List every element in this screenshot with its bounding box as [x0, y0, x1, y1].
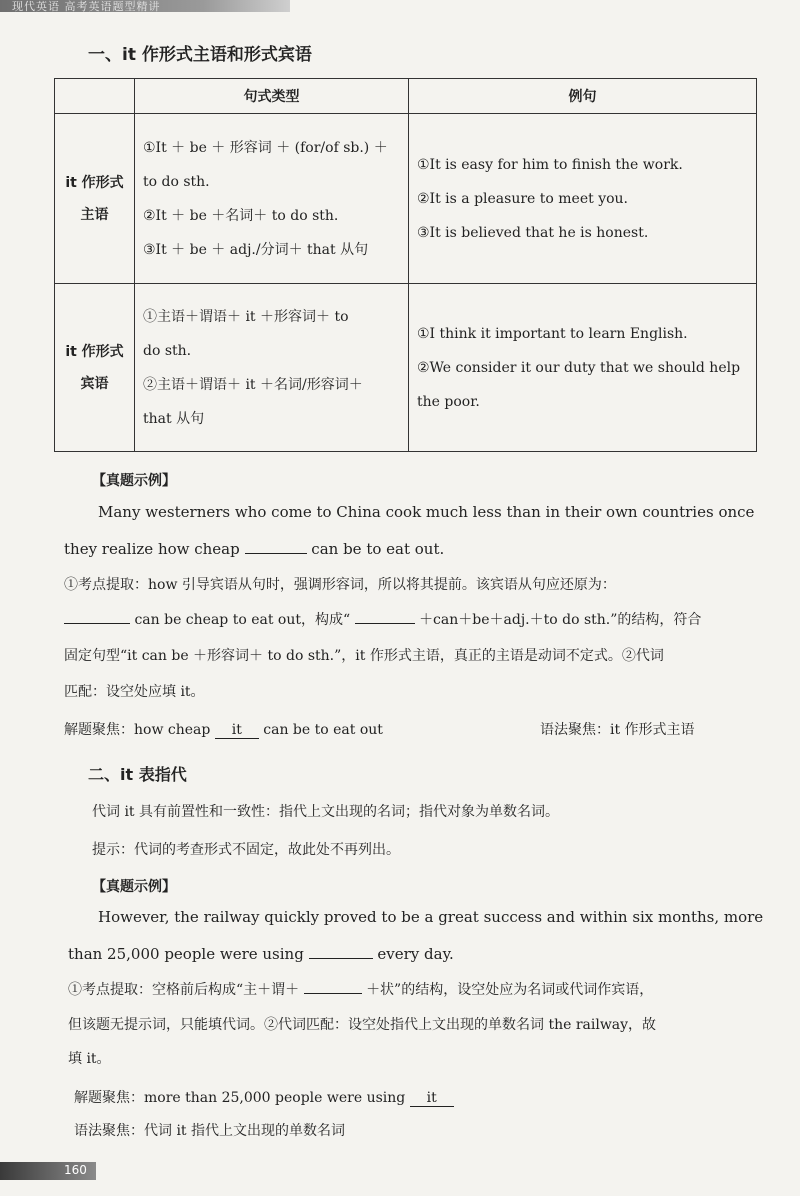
- example2-analysis3: 填 it。: [68, 1051, 111, 1067]
- focus-answer: it: [410, 1090, 454, 1107]
- section2-title: 二、it 表指代: [88, 765, 187, 784]
- table-header-empty: [55, 79, 135, 114]
- example-label-2: 【真题示例】: [92, 879, 176, 895]
- grammar-table: [54, 78, 757, 452]
- example2-analysis2: 但该题无提示词，只能填代词。②代词匹配：设空处指代上文出现的单数名词 the railway，故: [68, 1017, 657, 1033]
- table-header-row: [55, 79, 757, 114]
- section2-desc: 代词 it 具有前置性和一致性：指代上文出现的名词；指代对象为单数名词。: [92, 804, 560, 820]
- row-examples-object: ①I think it important to learn English. ②We consider it our duty that we should help the poor.: [409, 284, 757, 452]
- example1-line2: they realize how cheap can be to eat out.: [64, 540, 445, 558]
- page-number: 160: [64, 1163, 87, 1177]
- section2-tip: 提示：代词的考查形式不固定，故此处不再列出。: [92, 842, 400, 858]
- example1-analysis3: 固定句型“it can be ＋形容词＋ to do sth.”，it 作形式主语，真正的主语是动词不定式。②代词: [64, 648, 664, 664]
- example2-line1: However, the railway quickly proved to be a great success and within six months, more: [98, 908, 764, 926]
- table-header-pattern: 句式类型: [135, 79, 409, 114]
- example-label-1: 【真题示例】: [92, 473, 176, 489]
- table-row: [55, 114, 757, 284]
- table-row: [55, 284, 757, 452]
- answer-blank: [304, 979, 362, 994]
- example1-analysis1: ①考点提取：how 引导宾语从句时，强调形容词，所以将其提前。该宾语从句应还原为：: [64, 577, 616, 593]
- example2-line2: than 25,000 people were using every day.: [68, 945, 454, 963]
- answer-blank: [309, 944, 373, 959]
- row-type-object: it 作形式 宾语: [55, 284, 135, 452]
- example1-focus: 解题聚焦：how cheap it can be to eat out: [64, 722, 383, 738]
- example2-grammar-focus: 语法聚焦：代词 it 指代上文出现的单数名词: [74, 1123, 346, 1139]
- example2-analysis1: ①考点提取：空格前后构成“主＋谓＋ ＋状”的结构，设空处应为名词或代词作宾语，: [68, 979, 653, 999]
- example1-line1: Many westerners who come to China cook much less than in their own countries once: [98, 503, 755, 521]
- answer-blank: [245, 539, 307, 554]
- row-examples-subject: ①It is easy for him to finish the work. ②It is a pleasure to meet you. ③It is believed that he is honest.: [409, 114, 757, 284]
- answer-blank: [64, 609, 130, 624]
- row-patterns-object: ①主语＋谓语＋ it ＋形容词＋ to do sth. ②主语＋谓语＋ it ＋名词/形容词＋ that 从句: [135, 284, 409, 452]
- focus-answer: it: [215, 722, 259, 739]
- section1-title: 一、it 作形式主语和形式宾语: [88, 45, 312, 65]
- running-title: 现代英语 高考英语题型精讲: [12, 0, 161, 13]
- example1-analysis2: can be cheap to eat out，构成“ ＋can＋be＋adj.＋to do sth.”的结构，符合: [64, 609, 701, 629]
- example2-focus: 解题聚焦：more than 25,000 people were using it: [74, 1087, 454, 1107]
- answer-blank: [355, 609, 415, 624]
- table-header-example: 例句: [409, 79, 757, 114]
- header-bar: [0, 0, 290, 12]
- example1-grammar-focus: 语法聚焦：it 作形式主语: [540, 722, 695, 738]
- row-patterns-subject: ①It ＋ be ＋ 形容词 ＋ (for/of sb.) ＋ to do sth. ②It ＋ be ＋名词＋ to do sth. ③It ＋ be ＋ adj./分词＋ that 从句: [135, 114, 409, 284]
- row-type-subject: it 作形式 主语: [55, 114, 135, 284]
- example1-analysis4: 匹配：设空处应填 it。: [64, 684, 205, 700]
